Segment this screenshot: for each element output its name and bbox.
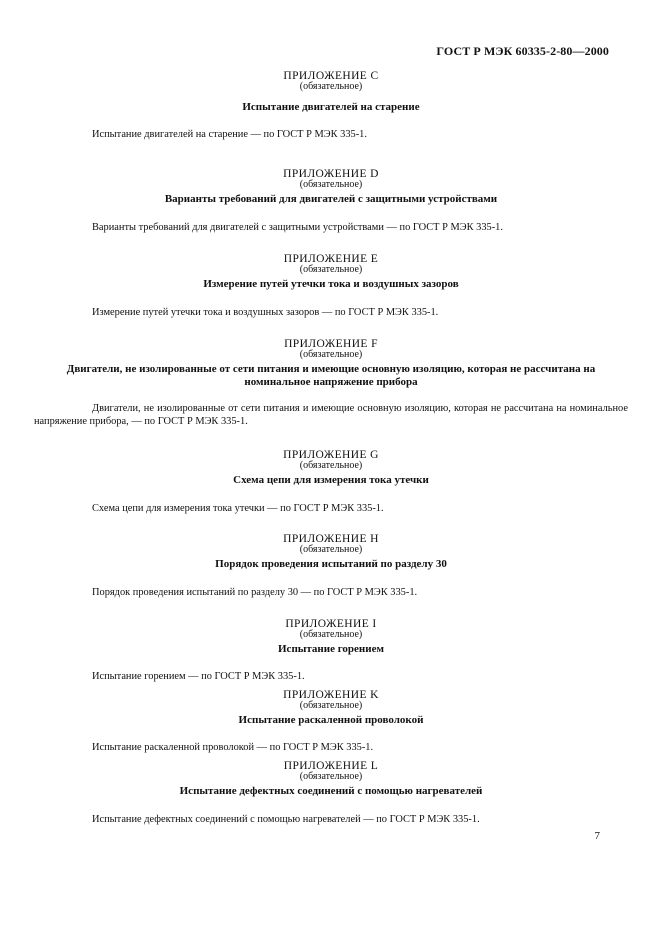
document-code: ГОСТ Р МЭК 60335-2-80—2000 [436,44,609,58]
appendix-body: Испытание раскаленной проволокой — по ГОСТ Р МЭК 335-1. [92,742,374,753]
appendix-g [34,449,628,515]
appendix-f [34,338,628,428]
appendix-k [34,689,628,754]
appendix-type: (обязательное) [299,629,363,640]
appendix-body: Испытание горением — по ГОСТ Р МЭК 335-1. [92,671,305,682]
appendix-title: ПРИЛОЖЕНИЕ G [283,449,379,461]
appendix-heading: Испытание раскаленной проволокой [238,714,424,726]
appendix-i [34,618,628,683]
appendix-heading: Схема цепи для измерения тока утечки [233,474,429,486]
appendix-body: Испытание дефектных соединений с помощью нагревателей — по ГОСТ Р МЭК 335-1. [92,814,480,825]
appendix-body: Двигатели, не изолированные от сети питания и имеющие основную изоляцию, которая не рассчитана на номинальное напряжение прибора, — по ГОСТ Р МЭК 335-1. [34,403,628,427]
appendix-e [34,253,628,319]
appendix-type: (обязательное) [299,179,363,190]
appendix-heading: Испытание горением [278,643,384,655]
appendix-c [34,70,628,141]
appendix-body: Порядок проведения испытаний по разделу 30 — по ГОСТ Р МЭК 335-1. [92,587,418,598]
appendix-body: Измерение путей утечки тока и воздушных зазоров — по ГОСТ Р МЭК 335-1. [92,307,439,318]
appendix-title: ПРИЛОЖЕНИЕ L [283,760,379,772]
appendix-type: (обязательное) [299,349,363,360]
appendix-title: ПРИЛОЖЕНИЕ E [283,253,379,265]
appendix-body: Схема цепи для измерения тока утечки — по ГОСТ Р МЭК 335-1. [92,503,384,514]
appendix-type: (обязательное) [299,81,363,92]
appendix-body: Испытание двигателей на старение — по ГОСТ Р МЭК 335-1. [92,129,367,140]
appendix-title: ПРИЛОЖЕНИЕ I [285,618,377,630]
appendix-title: ПРИЛОЖЕНИЕ C [283,70,379,82]
appendix-type: (обязательное) [299,700,363,711]
appendix-l [34,760,628,826]
appendix-heading: Варианты требований для двигателей с защитными устройствами [164,193,498,205]
appendix-type: (обязательное) [299,460,363,471]
appendix-heading: Испытание двигателей на старение [242,101,420,113]
appendix-d [34,168,628,234]
appendix-title: ПРИЛОЖЕНИЕ F [284,338,378,350]
appendix-title: ПРИЛОЖЕНИЕ H [283,533,379,545]
appendix-heading: Двигатели, не изолированные от сети питания и имеющие основную изоляцию, которая не рассчитана на номинальное напряжение прибора [66,363,596,388]
appendix-type: (обязательное) [299,544,363,555]
appendix-h [34,533,628,599]
appendix-heading: Порядок проведения испытаний по разделу 30 [215,558,447,570]
appendix-type: (обязательное) [299,264,363,275]
appendix-title: ПРИЛОЖЕНИЕ D [283,168,379,180]
page-number: 7 [594,830,600,842]
appendix-body: Варианты требований для двигателей с защитными устройствами — по ГОСТ Р МЭК 335-1. [92,222,503,233]
appendix-heading: Испытание дефектных соединений с помощью нагревателей [179,785,483,797]
appendix-title: ПРИЛОЖЕНИЕ K [283,689,379,701]
appendix-heading: Измерение путей утечки тока и воздушных зазоров [203,278,459,290]
appendix-type: (обязательное) [299,771,363,782]
